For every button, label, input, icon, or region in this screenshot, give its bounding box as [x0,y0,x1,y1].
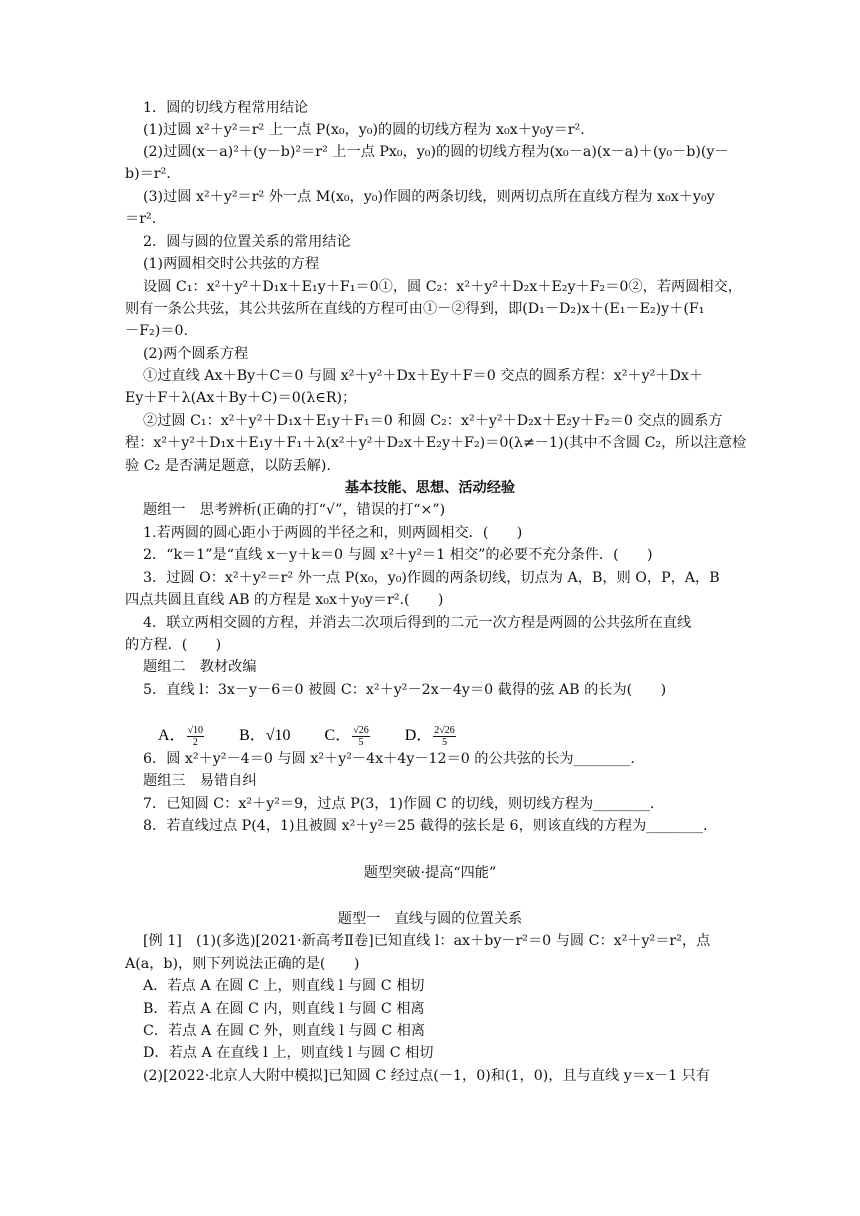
text-line: 题型突破·提高“四能” [363,865,497,881]
text-line: (2)[2022·北京人大附中模拟]已知圆 C 经过点(－1，0)和(1，0)，且与直线 y＝x－1 只有 [143,1068,711,1084]
q5-options [158,725,487,747]
q5-option-d [405,725,457,748]
text-line: A(a，b)，则下列说法正确的是( ) [125,956,360,972]
fraction [433,725,456,748]
option-label: C． [324,727,352,745]
text-line: 程：x²＋y²＋D₁x＋E₁y＋F₁＋λ(x²＋y²＋D₂x＋E₂y＋F₂)＝0(λ≠－1)(其中不含圆 C₂，所以注意检 [125,435,747,451]
text-line: 的方程．( ) [125,637,222,653]
q5-option-c [325,725,371,748]
text-line: (2)两个圆系方程 [143,346,249,362]
text-line: 基本技能、思想、活动经验 [344,480,516,496]
text-line: 设圆 C₁：x²＋y²＋D₁x＋E₁y＋F₁＝0①，圆 C₂：x²＋y²＋D₂x＋E₂y＋F₂＝0②，若两圆相交， [143,279,742,295]
text-line: 6．圆 x²＋y²－4＝0 与圆 x²＋y²－4x＋4y－12＝0 的公共弦的长为________. [143,751,635,767]
text-line: (3)过圆 x²＋y²＝r² 外一点 M(x₀，y₀)作圆的两条切线，则两切点所在直线方程为 x₀x＋y₀y [143,189,715,205]
text-line: 验 C₂ 是否满足题意，以防丢解). [125,458,331,474]
text-line: 1.若两圆的圆心距小于两圆的半径之和，则两圆相交．( ) [143,525,523,541]
fraction [187,725,205,748]
text-line: 题组一 思考辨析(正确的打“√”，错误的打“×”) [143,502,446,518]
fraction-denominator: 5 [358,737,364,748]
option-label: B．√10 [239,727,291,745]
text-line: 7．已知圆 C：x²＋y²＝9，过点 P(3，1)作圆 C 的切线，则切线方程为________. [143,796,655,812]
q5-option-a [158,725,205,748]
fraction-numerator: 2√26 [434,725,455,736]
text-line: [例 1] (1)(多选)[2021·新高考Ⅱ卷]已知直线 l：ax＋by－r²＝0 与圆 C：x²＋y²＝r²，点 [143,933,711,949]
text-line: A．若点 A 在圆 C 上，则直线 l 与圆 C 相切 [143,978,425,994]
text-line: 则有一条公共弦，其公共弦所在直线的方程可由①－②得到，即(D₁－D₂)x＋(E₁－E₂)y＋(F₁ [125,301,705,317]
fraction-denominator: 2 [192,737,198,748]
text-line: 5．直线 l：3x－y－6＝0 被圆 C：x²＋y²－2x－4y＝0 截得的弦 AB 的长为( ) [143,682,667,698]
text-line: ②过圆 C₁：x²＋y²＋D₁x＋E₁y＋F₁＝0 和圆 C₂：x²＋y²＋D₂x＋E₂y＋F₂＝0 交点的圆系方 [143,413,723,429]
option-label: A． [158,727,186,745]
text-line: (2)过圆(x－a)²＋(y－b)²＝r² 上一点 Px₀，y₀)的圆的切线方程为(x₀－a)(x－a)＋(y₀－b)(y－ [143,144,729,160]
text-line: b)＝r². [125,166,171,182]
text-line: C．若点 A 在圆 C 外，则直线 l 与圆 C 相离 [143,1023,426,1039]
q5-option-b [239,725,290,747]
text-line: 四点共圆且直线 AB 的方程是 x₀x＋y₀y＝r².( ) [125,592,444,608]
fraction-numerator: √10 [187,725,204,736]
text-line: 2．圆与圆的位置关系的常用结论 [143,234,351,250]
fraction-denominator: 5 [442,737,448,748]
text-line: ①过直线 Ax＋By＋C＝0 与圆 x²＋y²＋Dx＋Ey＋F＝0 交点的圆系方程：x²＋y²＋Dx＋ [143,368,704,384]
text-line: (1)两圆相交时公共弦的方程 [143,256,320,272]
text-line: －F₂)＝0. [125,323,188,339]
fraction-numerator: √26 [353,725,369,736]
text-line: 8．若直线过点 P(4，1)且被圆 x²＋y²＝25 截得的弦长是 6，则该直线的方程为________. [143,818,708,834]
text-line: 1．圆的切线方程常用结论 [143,100,309,116]
fraction [352,725,370,748]
text-line: Ey＋F＋λ(Ax＋By＋C)＝0(λ∈R)； [125,390,357,406]
text-line: 题组二 教材改编 [143,659,257,675]
text-line: 4．联立两相交圆的方程，并消去二次项后得到的二元一次方程是两圆的公共弦所在直线 [143,615,692,631]
text-line: 3．过圆 O：x²＋y²＝r² 外一点 P(x₀，y₀)作圆的两条切线，切点为 A，B，则 O，P，A，B [143,570,720,586]
text-line: 题型一 直线与圆的位置关系 [337,911,523,927]
text-line: B．若点 A 在圆 C 内，则直线 l 与圆 C 相离 [143,1001,425,1017]
text-line: 题组三 易错自纠 [143,773,257,789]
text-line: (1)过圆 x²＋y²＝r² 上一点 P(x₀，y₀)的圆的切线方程为 x₀x＋y₀y＝r². [143,122,585,138]
text-line: D．若点 A 在直线 l 上，则直线 l 与圆 C 相切 [143,1045,434,1061]
text-line: ＝r². [125,211,157,227]
text-line: 2．“k＝1”是“直线 x－y＋k＝0 与圆 x²＋y²＝1 相交”的必要不充分条件．( ) [143,547,653,563]
option-label: D． [404,727,433,745]
